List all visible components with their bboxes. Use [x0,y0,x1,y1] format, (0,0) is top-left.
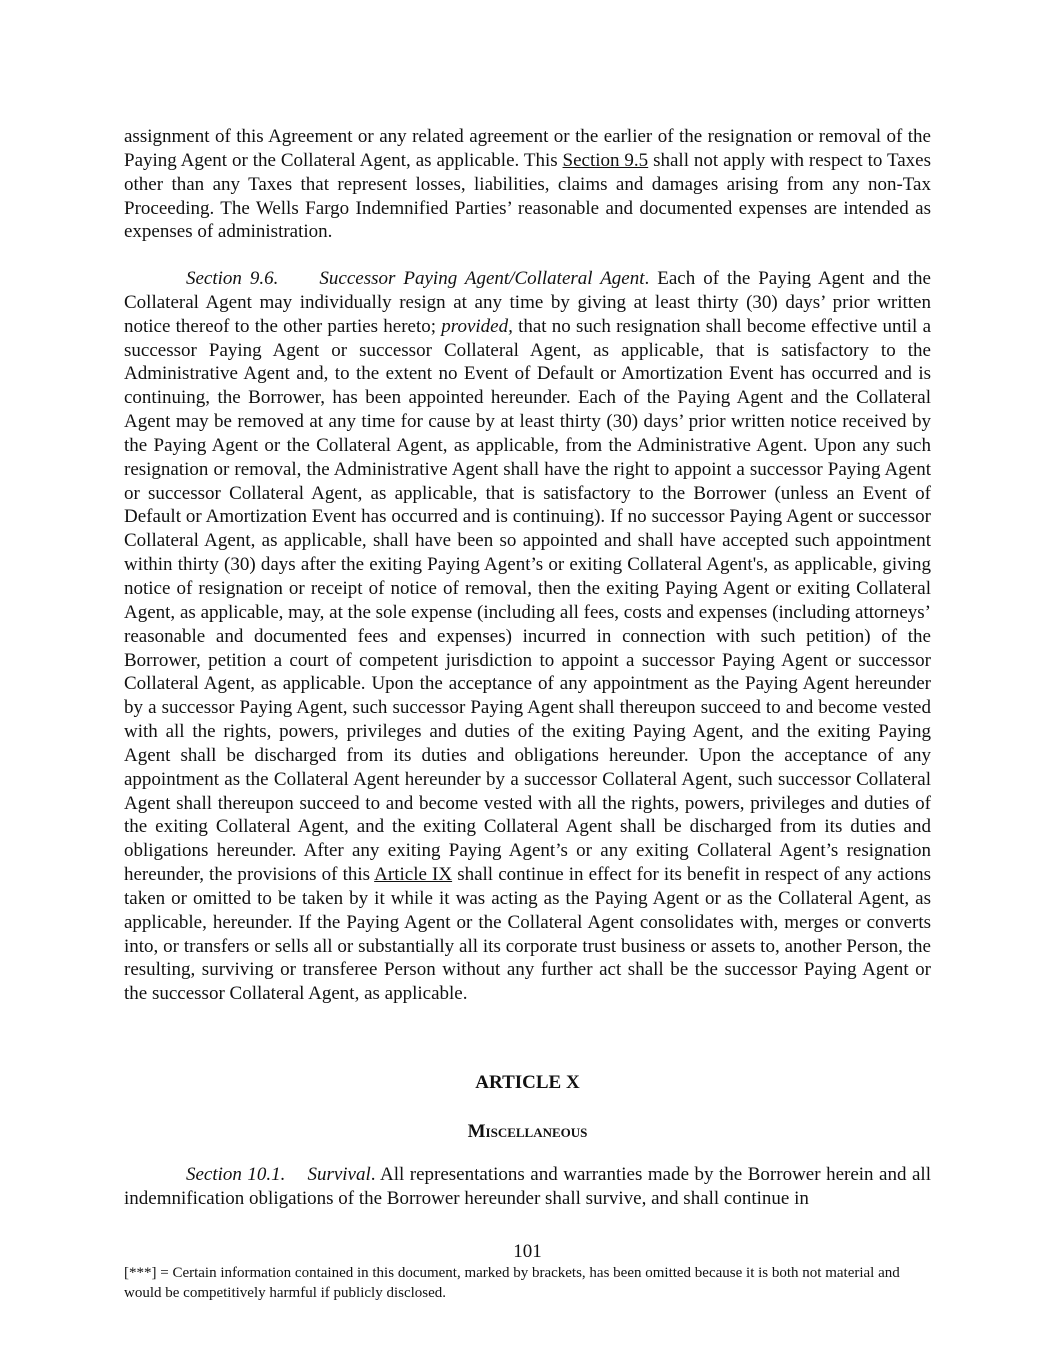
paragraph-text: that no such resignation shall become effective until a successor Paying Agent or successor Collateral Agent, as applicable, that is satisfactory to the Administrative Agent and, to the extent no Event of Default or Amortization Event has occurred and is continuing, the Borrower, has been appointed hereunder. Each of the Paying Agent and the Collateral Agent may be removed at any time for cause by at least thirty (30) days’ prior written notice received by the Paying Agent or the Collateral Agent, as applicable, from the Administrative Agent. Upon any such resignation or removal, the Administrative Agent shall have the right to appoint a successor Paying Agent or successor Collateral Agent, as applicable, that is satisfactory to the Borrower (unless an Event of Default or Amortization Event has occurred and is continuing). If no successor Paying Agent or successor Collateral Agent, as applicable, shall have been so appointed and shall have accepted such appointment within thirty (30) days after the exiting Paying Agent’s or exiting Collateral Agent's, as applicable, giving notice of resignation or receipt of notice of removal, then the exiting Paying Agent or exiting Collateral Agent, as applicable, may, at the sole expense (including all fees, costs and expenses (including attorneys’ reasonable and documented fees and expenses) incurred in connection with such petition) of the Borrower, petition a court of competent jurisdiction to appoint a successor Paying Agent or successor Collateral Agent, as applicable. Upon the acceptance of any appointment as the Paying Agent hereunder by a successor Paying Agent, such successor Paying Agent shall thereupon succeed to and become vested with all the rights, powers, privileges and duties of the exiting Paying Agent, and the exiting Paying Agent shall be discharged from its duties and obligations hereunder. Upon the acceptance of any appointment as the Collateral Agent hereunder by a successor Collateral Agent, such successor Collateral Agent shall thereupon succeed to and become vested with all the rights, powers, privileges and duties of the exiting Collateral Agent, and the exiting Collateral Agent shall be discharged from its duties and obligations hereunder. After any exiting Paying Agent’s or any exiting Collateral Agent’s resignation hereunder, the provisions of this [124,315,931,886]
paragraph-text: . All representations and warranties made by the Borrower herein and all indemnification obligations of the Borrower hereunder shall survive, and shall continue in [124,1164,931,1209]
section-number: Section 9.6. [186,268,279,289]
article-title: ARTICLE X [475,1072,580,1093]
paragraph-text: . Each of the Paying Agent and the Collateral Agent may individually resign at any time by giving at least thirty (30) days’ prior written notice thereof to the other parties hereto; [124,268,931,337]
paragraph-section-9-5-continuation [124,125,931,244]
footnote: [***] = Certain information contained in this document, marked by brackets, has been omitted because it is both not material and would be competitively harmful if publicly disclosed. [124,1265,900,1301]
section-heading: Successor Paying Agent/Collateral Agent [319,268,645,289]
paragraph-text: shall not apply with respect to Taxes other than any Taxes that represent losses, liabilities, claims and damages arising from any non-Tax Proceeding. The Wells Fargo Indemnified Parties’ reasonable and documented expenses are intended as expenses of administration. [124,149,931,243]
section-heading: Survival [307,1164,371,1185]
paragraph-text: assignment of this Agreement or any related agreement or the earlier of the resignation or removal of the Paying Agent or the Collateral Agent, as applicable. This [124,126,931,171]
section-9-5-reference: Section 9.5 [562,149,649,171]
article-ix-reference: Article IX [374,864,453,886]
page-number: 101 [513,1241,542,1262]
provided-term: provided, [441,315,513,337]
article-subtitle: Miscellaneous [467,1121,588,1142]
section-9-6-paragraph [124,267,931,1006]
section-10-1-paragraph [124,1163,931,1211]
paragraph-text: shall continue in effect for its benefit in respect of any actions taken or omitted to be taken by it while it was acting as the Paying Agent or as the Collateral Agent, as applicable, hereunder. If the Paying Agent or the Collateral Agent consolidates with, merges or converts into, or transfers or sells all or substantially all its corporate trust business or assets to, another Person, the resulting, surviving or transferee Person without any further act shall be the successor Paying Agent or the successor Collateral Agent, as applicable. [124,864,931,1005]
section-number: Section 10.1. [186,1164,286,1185]
